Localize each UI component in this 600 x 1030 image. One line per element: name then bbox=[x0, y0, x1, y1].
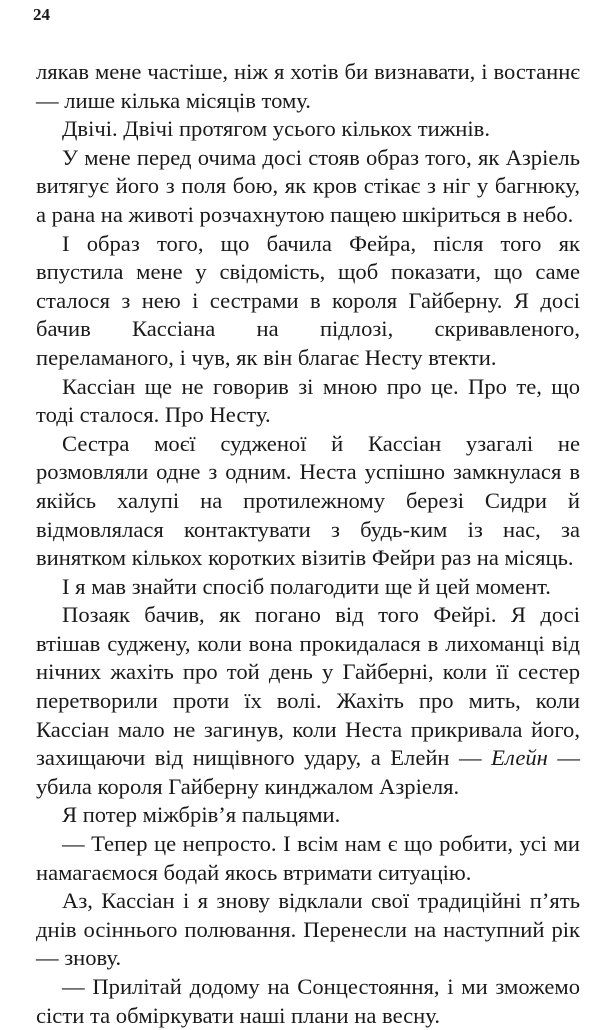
paragraph: Аз, Кассіан і я знову відклали свої традиційні п’ять днів осіннього полювання. Перенесли на наступний рік — знову. bbox=[36, 888, 580, 971]
paragraph bbox=[36, 601, 580, 801]
paragraph-text: Позаяк бачив, як погано від того Фейрі. Я досі втішав суджену, коли вона прокидалася в лихоманці від нічних жахіть про той день у Гайберні, коли її сестер перетворили проти їх волі. Жахіть про мить, коли Кассіан мало не загинув, коли Неста прикривала його, захищаючи від нищівного удару, а Елейн — bbox=[36, 602, 580, 771]
paragraph: У мене перед очима досі стояв образ того, як Азріель витягує його з поля бою, як кров стікає з ніг у багнюку, а рана на животі розчахнутою пащею шкіриться в небо. bbox=[36, 144, 580, 227]
paragraph-continued: лякав мене частіше, ніж я хотів би визнавати, і востаннє — лише кілька місяців тому. bbox=[36, 59, 580, 113]
paragraph: І образ того, що бачила Фейра, після того як впустила мене у свідомість, щоб показати, що саме сталося з нею і сестрами в короля Гайберну. Я досі бачив Кассіана на підлозі, скривавленого, переламаного, і чув, як він благає Несту втекти. bbox=[36, 230, 580, 370]
body-text bbox=[36, 58, 580, 1030]
paragraph: Я потер міжбрів’я пальцями. bbox=[62, 802, 341, 828]
paragraph: Кассіан ще не говорив зі мною про це. Про те, що тоді сталося. Про Несту. bbox=[36, 373, 580, 428]
page-number: 24 bbox=[33, 5, 50, 24]
paragraph: Сестра моєї судженої й Кассіан узагалі не розмовляли одне з одним. Неста успішно замкнулася в якійсь халупі на протилежному березі Сидри й відмовлялася контактувати з будь-ким із нас, за винятком кількох коротких візитів Фейри раз на місяць. bbox=[36, 430, 580, 571]
emphasized-name: Елейн bbox=[491, 745, 548, 771]
paragraph: Двічі. Двічі протягом усього кількох тижнів. bbox=[62, 116, 490, 142]
dialogue-paragraph: — Прилітай додому на Сонцестояння, і ми зможемо сісти та обміркувати наші плани на весну. bbox=[36, 974, 580, 1028]
paragraph-text: — убила короля Гайберну кинджалом Азріеля. bbox=[36, 745, 580, 799]
dialogue-paragraph: — Тепер це непросто. І всім нам є що робити, усі ми намагаємося бодай якось втримати ситуацію. bbox=[36, 831, 580, 885]
paragraph: І я мав знайти спосіб полагодити ще й цей момент. bbox=[62, 573, 551, 599]
